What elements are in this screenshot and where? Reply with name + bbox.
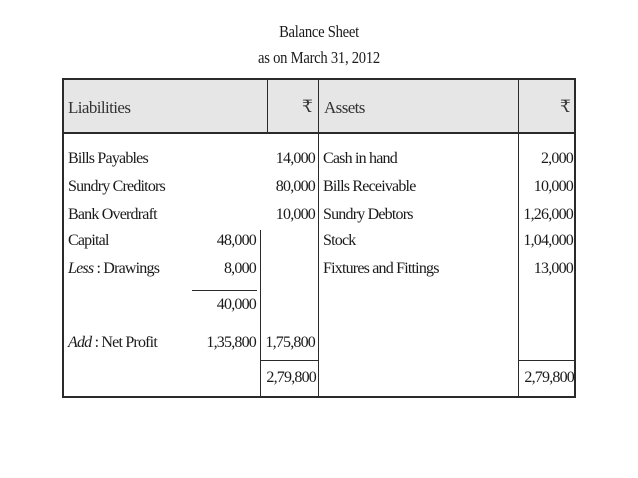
assets-total-rule: [518, 360, 576, 361]
liabilities-total-rule: [260, 360, 318, 361]
net-profit-label: : Net Profit: [91, 334, 157, 351]
table-header: [64, 80, 574, 134]
capital-amount: 48,000: [216, 232, 256, 249]
liabilities-total: 2,79,800: [266, 369, 316, 386]
net-profit-line: [68, 334, 157, 352]
rupee-symbol-right: ₹: [560, 97, 571, 116]
assets-total: 2,79,800: [524, 369, 574, 386]
less-prefix: Less: [68, 260, 94, 277]
add-prefix: Add: [68, 334, 92, 351]
stock-amount: 1,04,000: [523, 232, 573, 249]
rupee-symbol-left: ₹: [302, 97, 313, 116]
balance-sheet-table: [62, 78, 576, 398]
subtotal-rule: [192, 290, 257, 291]
bills-receivable-amount: 10,000: [533, 178, 573, 195]
sundry-debtors-label: Sundry Debtors: [323, 206, 413, 223]
sundry-creditors-amount: 80,000: [275, 178, 315, 195]
bills-receivable-label: Bills Receivable: [323, 178, 416, 195]
capital-label: Capital: [68, 232, 109, 249]
sheet-title: Balance Sheet: [279, 22, 359, 41]
bank-overdraft-amount: 10,000: [275, 206, 315, 223]
cash-amount: 2,000: [540, 150, 573, 167]
bills-payables-label: Bills Payables: [68, 150, 148, 167]
bills-payables-amount: 14,000: [275, 150, 315, 167]
capital-total-amount: 1,75,800: [265, 334, 315, 351]
stock-label: Stock: [323, 232, 356, 249]
cash-label: Cash in hand: [323, 150, 397, 167]
header-divider-left: [267, 80, 268, 134]
net-capital-subtotal: 40,000: [216, 296, 256, 313]
assets-header: Assets: [324, 98, 365, 117]
drawings-amount: 8,000: [223, 260, 256, 277]
fixtures-label: Fixtures and Fittings: [323, 260, 439, 277]
drawings-line: [68, 260, 159, 278]
liabilities-header: Liabilities: [68, 98, 131, 117]
sundry-creditors-label: Sundry Creditors: [68, 178, 165, 195]
sundry-debtors-amount: 1,26,000: [523, 206, 573, 223]
drawings-label: : Drawings: [93, 260, 160, 277]
fixtures-amount: 13,000: [533, 260, 573, 277]
net-profit-amount: 1,35,800: [206, 334, 256, 351]
liabilities-amount-divider: [318, 80, 319, 398]
bank-overdraft-label: Bank Overdraft: [68, 206, 157, 223]
sheet-date: as on March 31, 2012: [258, 48, 380, 67]
